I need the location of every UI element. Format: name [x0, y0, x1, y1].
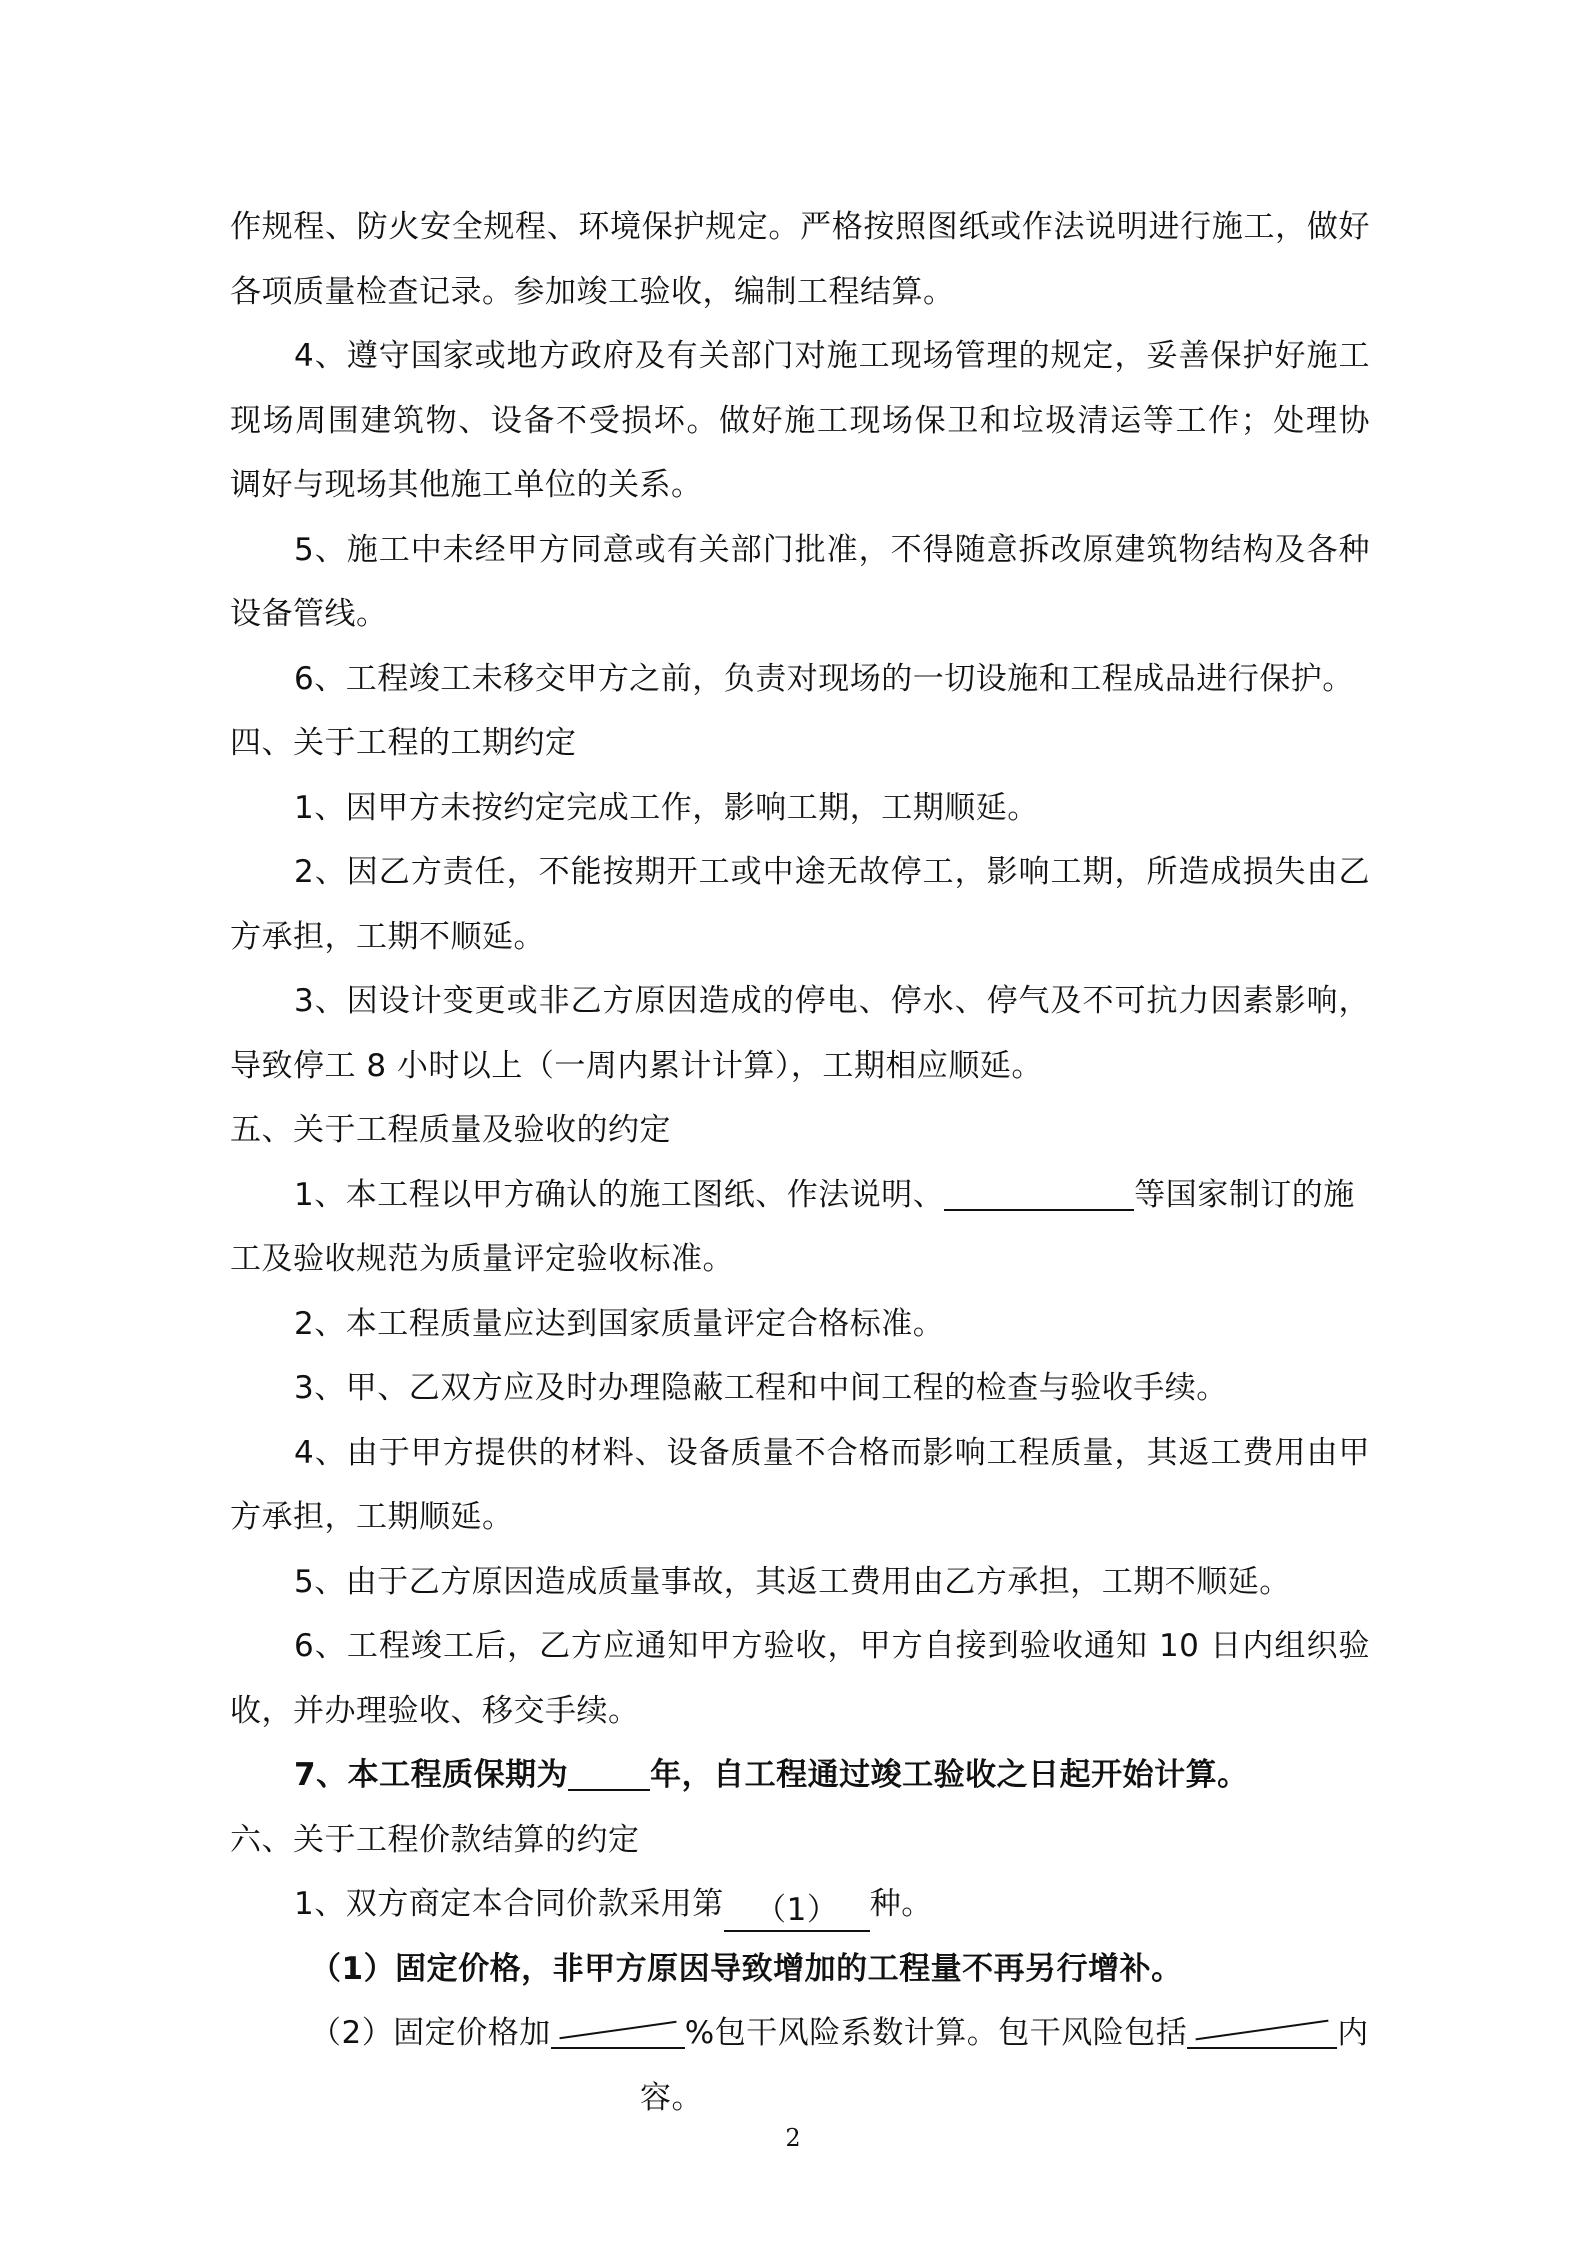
- text-line: 导致停工 8 小时以上（一周内累计计算），工期相应顺延。: [230, 1047, 1043, 1084]
- text-line: 收，并办理验收、移交手续。: [230, 1692, 640, 1729]
- text-line: 各项质量检查记录。参加竣工验收，编制工程结算。: [230, 273, 955, 310]
- text-line: 方承担，工期不顺延。: [230, 918, 545, 955]
- text-line: 工及验收规范为质量评定验收标准。: [230, 1241, 734, 1277]
- text-line: 设备管线。: [230, 596, 388, 632]
- clause-6-line1: 6、工程竣工未移交甲方之前，负责对现场的一切设施和工程成品进行保护。: [294, 660, 1354, 697]
- text-segment: %包干风险系数计算。包干风险包括: [684, 2015, 1188, 2051]
- fill-blank-risk-percent[interactable]: [551, 2007, 685, 2049]
- fill-blank-risk-content[interactable]: [1187, 2007, 1337, 2049]
- text-segment: 等国家制订的施: [1134, 1176, 1355, 1213]
- text-segment: 7、本工程质保期为: [294, 1757, 569, 1793]
- clause-4-line1: 4、遵守国家或地方政府及有关部门对施工现场管理的规定，妥善保护好施工: [294, 338, 1370, 374]
- text-line: 调好与现场其他施工单位的关系。: [230, 467, 703, 503]
- page-number: 2: [785, 2124, 801, 2152]
- text-segment: 1、双方商定本合同价款采用第: [294, 1886, 724, 1922]
- warranty-clause: [230, 1743, 1370, 1808]
- clause-line: 3、甲、乙双方应及时办理隐蔽工程和中间工程的检查与验收手续。: [294, 1370, 1228, 1406]
- document-body: [230, 195, 1370, 2130]
- option-2: [230, 2001, 1370, 2066]
- fill-blank-standard[interactable]: [944, 1169, 1134, 1211]
- text-segment: 种。: [869, 1886, 933, 1922]
- clause-line-with-blank: [230, 1163, 1370, 1228]
- section-heading-6: 六、关于工程价款结算的约定: [230, 1821, 640, 1858]
- clause-line: 2、本工程质量应达到国家质量评定合格标准。: [294, 1305, 945, 1342]
- text-line: 容。: [640, 2079, 703, 2116]
- section-heading-4: 四、关于工程的工期约定: [230, 725, 577, 761]
- section-heading-5: 五、关于工程质量及验收的约定: [230, 1112, 671, 1148]
- text-segment: （2）固定价格加: [310, 2015, 551, 2051]
- blank-value: （1）: [755, 1892, 839, 1928]
- option-1: （1）固定价格，非甲方原因导致增加的工程量不再另行增补。: [310, 1950, 1183, 1987]
- clause-line: 5、由于乙方原因造成质量事故，其返工费用由乙方承担，工期不顺延。: [294, 1563, 1291, 1600]
- fill-blank-warranty-years[interactable]: [568, 1749, 650, 1791]
- text-segment: 1、本工程以甲方确认的施工图纸、作法说明、: [294, 1176, 945, 1213]
- clause-line: 6、工程竣工后，乙方应通知甲方验收，甲方自接到验收通知 10 日内组织验: [294, 1628, 1370, 1664]
- text-line: 作规程、防火安全规程、环境保护规定。严格按照图纸或作法说明进行施工，做好: [230, 209, 1370, 245]
- text-segment: 内: [1337, 2015, 1369, 2051]
- price-method-clause: [230, 1872, 1370, 1937]
- clause-line: 4、由于甲方提供的材料、设备质量不合格而影响工程质量，其返工费用由甲: [294, 1434, 1370, 1471]
- clause-line: 3、因设计变更或非乙方原因造成的停电、停水、停气及不可抗力因素影响，: [294, 983, 1370, 1019]
- fill-blank-method[interactable]: [724, 1890, 870, 1932]
- text-segment: 年，自工程通过竣工验收之日起开始计算。: [650, 1757, 1249, 1793]
- clause-5-line1: 5、施工中未经甲方同意或有关部门批准，不得随意拆改原建筑物结构及各种: [294, 531, 1370, 568]
- text-line: 现场周围建筑物、设备不受损坏。做好施工现场保卫和垃圾清运等工作；处理协: [230, 402, 1370, 439]
- clause-line: 2、因乙方责任，不能按期开工或中途无故停工，影响工期，所造成损失由乙: [294, 854, 1370, 890]
- clause-line: 1、因甲方未按约定完成工作，影响工期，工期顺延。: [294, 789, 1039, 826]
- text-line: 方承担，工期顺延。: [230, 1499, 514, 1535]
